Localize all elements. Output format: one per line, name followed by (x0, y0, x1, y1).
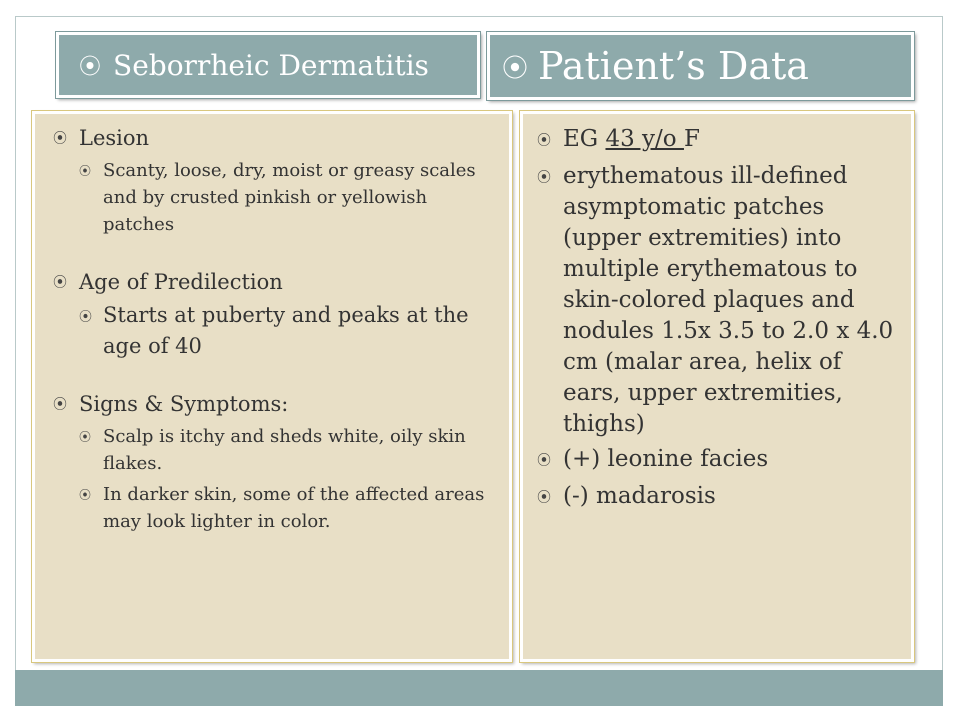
patient-age: 43 y/o (605, 126, 684, 152)
signs-item-2: In darker skin, some of the affected areas may look lighter in color. (103, 484, 485, 532)
bullet-icon: ⦿ (79, 54, 102, 80)
title-left-text: Seborrheic Dermatitis (113, 48, 429, 82)
list-item (537, 124, 897, 157)
bullet-icon: ⦿ (502, 53, 529, 84)
bullet-icon: ⦿ (537, 490, 551, 506)
age-text: Starts at puberty and peaks at the age of 40 (103, 303, 469, 358)
bullet-icon: ⦿ (53, 275, 67, 291)
patient-id-line (563, 124, 700, 155)
patient-initials: EG (563, 126, 606, 152)
bullet-icon: ⦿ (53, 131, 67, 147)
panel-seborrheic-dermatitis (32, 111, 512, 662)
findings-text: erythematous ill-defined asymptomatic patches (upper extremities) into multiple erythematous to skin-colored plaques and nodules 1.5x 3.5 to 2.0 x 4.0 cm (malar area, helix of ears, upper extremities, thighs) (563, 163, 894, 437)
age-heading: Age of Predilection (79, 270, 283, 294)
signs-item-1: Scalp is itchy and sheds white, oily skin flakes. (103, 426, 466, 474)
list-item (53, 124, 491, 153)
bullet-icon: ⦿ (53, 397, 67, 413)
bullet-icon: ⦿ (537, 133, 551, 149)
list-item (53, 423, 491, 477)
list-item (537, 444, 897, 477)
bullet-icon: ⦿ (79, 164, 92, 178)
patient-sex: F (683, 126, 700, 152)
leonine-text: (+) leonine facies (563, 446, 769, 472)
list-item (537, 161, 897, 440)
list-item (53, 300, 491, 362)
madarosis-text: (-) madarosis (563, 483, 716, 509)
list-item (53, 268, 491, 297)
signs-heading: Signs & Symptoms: (79, 392, 289, 416)
title-right-text: Patient’s Data (538, 44, 809, 88)
list-item (53, 481, 491, 535)
bullet-icon: ⦿ (79, 310, 93, 325)
footer-bar (15, 670, 943, 706)
bullet-icon: ⦿ (79, 430, 92, 444)
title-seborrheic-dermatitis (56, 32, 480, 98)
bullet-icon: ⦿ (537, 170, 551, 186)
bullet-icon: ⦿ (537, 453, 551, 469)
lesion-text: Scanty, loose, dry, moist or greasy scales and by crusted pinkish or yellowish patches (103, 160, 476, 235)
panel-patients-data (520, 111, 914, 662)
bullet-icon: ⦿ (79, 488, 92, 502)
list-item (537, 481, 897, 514)
list-item (53, 390, 491, 419)
list-item (53, 157, 491, 238)
title-patients-data (487, 32, 914, 100)
lesion-heading: Lesion (79, 126, 150, 150)
